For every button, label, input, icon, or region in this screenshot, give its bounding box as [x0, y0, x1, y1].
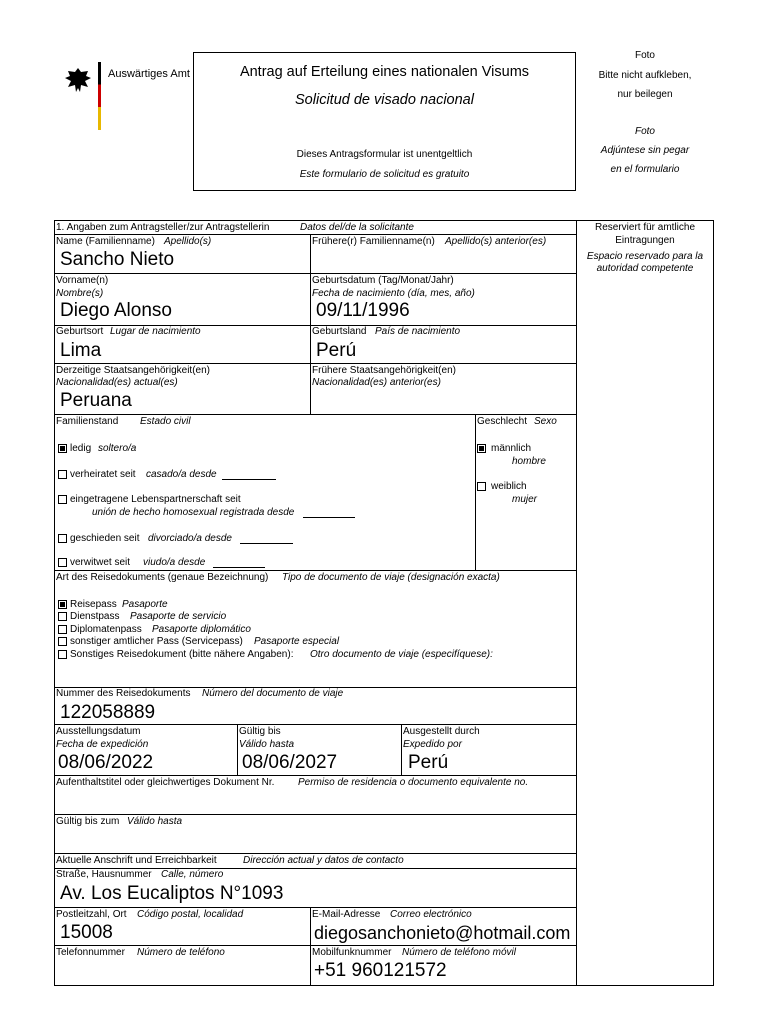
row-line [54, 775, 576, 776]
nationality-label-es: Nacionalidad(es) actual(es) [56, 377, 178, 388]
mobile-label-es: Número de teléfono móvil [402, 947, 516, 958]
doc-diplomatic-de: Diplomatenpass [70, 624, 142, 635]
address-header-de: Aktuelle Anschrift und Erreichbarkeit [56, 855, 217, 866]
civil-married-de: verheiratet seit [70, 469, 136, 480]
doc-number-label-de: Nummer des Reisedokuments [56, 688, 191, 699]
doc-number-label-es: Número del documento de viaje [202, 688, 344, 699]
former-surname-label-es: Apellido(s) anterior(es) [445, 236, 547, 247]
doc-other-es: Otro documento de viaje (especifíquese): [310, 649, 493, 660]
free-notice-es: Este formulario de solicitud es gratuito [299, 169, 470, 180]
phone-label-de: Telefonnummer [56, 947, 125, 958]
federal-eagle-logo [64, 66, 92, 96]
photo-es-2: Adjúntese sin pegar [600, 145, 690, 156]
birth-place-label-es: Lugar de nacimiento [110, 326, 201, 337]
birth-country-label-de: Geburtsland [312, 326, 367, 337]
civil-partnership-de: eingetragene Lebenspartnerschaft seit [70, 494, 241, 505]
former-surname-label-de: Frühere(r) Familienname(n) [312, 236, 435, 247]
row-line [54, 853, 576, 854]
partnership-date-blank[interactable] [303, 517, 355, 518]
row-line [54, 814, 576, 815]
civil-partnership-es: unión de hecho homosexual registrada desde [92, 507, 295, 518]
nationality-label-de: Derzeitige Staatsangehörigkeit(en) [56, 365, 210, 376]
surname-label-de: Name (Familienname) [56, 236, 155, 247]
doc-service-checkbox[interactable] [58, 612, 67, 621]
street-value[interactable]: Av. Los Eucaliptos N°1093 [60, 883, 284, 904]
photo-de-1: Foto [634, 50, 655, 61]
col-line [310, 234, 311, 414]
valid-until-value[interactable]: 08/06/2027 [242, 752, 338, 773]
civil-divorced-checkbox[interactable] [58, 534, 67, 543]
doc-diplomatic-es: Pasaporte diplomático [152, 624, 251, 635]
widowed-date-blank[interactable] [213, 567, 265, 568]
sex-male-es: hombre [512, 456, 546, 467]
col-line [310, 907, 311, 986]
issue-date-label-es: Fecha de expedición [56, 739, 149, 750]
doc-special-checkbox[interactable] [58, 637, 67, 646]
doc-other-de: Sonstiges Reisedokument (bitte nähere Angaben): [70, 649, 294, 660]
phone-label-es: Número de teléfono [137, 947, 225, 958]
civil-widowed-es: viudo/a desde [143, 557, 206, 568]
civil-single-de: ledig [70, 443, 92, 454]
row-line [54, 945, 576, 946]
issued-by-value[interactable]: Perú [408, 752, 449, 773]
row-line [54, 363, 576, 364]
residence-valid-label-es: Válido hasta [127, 816, 183, 827]
col-line [401, 724, 402, 775]
postal-value[interactable]: 15008 [60, 922, 113, 943]
issue-date-value[interactable]: 08/06/2022 [58, 752, 154, 773]
logo-stripe [98, 62, 101, 130]
doc-other-checkbox[interactable] [58, 650, 67, 659]
residence-permit-label-de: Aufenthaltstitel oder gleichwertiges Dokument Nr. [56, 777, 275, 788]
civil-status-label-de: Familienstand [56, 416, 119, 427]
first-name-label-de: Vorname(n) [56, 275, 109, 286]
col-line [237, 724, 238, 775]
birth-country-label-es: País de nacimiento [375, 326, 461, 337]
photo-es-3: en el formulario [610, 164, 680, 175]
surname-label-es: Apellido(s) [164, 236, 212, 247]
section1-label-de: 1. Angaben zum Antragsteller/zur Antragstellerin [56, 222, 270, 233]
residence-permit-label-es: Permiso de residencia o documento equivalente no. [298, 777, 529, 788]
doc-passport-checkbox[interactable] [58, 600, 67, 609]
issue-date-label-de: Ausstellungsdatum [56, 726, 141, 737]
birth-date-label-es: Fecha de nacimiento (día, mes, año) [312, 288, 475, 299]
civil-widowed-de: verwitwet seit [70, 557, 131, 568]
photo-es-1: Foto [634, 126, 655, 137]
travel-doc-label-de: Art des Reisedokuments (genaue Bezeichnung) [56, 572, 269, 583]
email-label-es: Correo electrónico [390, 909, 472, 920]
doc-number-value[interactable]: 122058889 [60, 702, 156, 723]
mobile-value[interactable]: +51 960121572 [314, 960, 447, 981]
doc-passport-es: Pasaporte [122, 599, 168, 610]
civil-status-label-es: Estado civil [140, 416, 191, 427]
married-date-blank[interactable] [222, 479, 276, 480]
issued-by-label-de: Ausgestellt durch [403, 726, 480, 737]
row-line [54, 234, 576, 235]
photo-de-3: nur beilegen [617, 89, 673, 100]
mobile-label-de: Mobilfunknummer [312, 947, 392, 958]
free-notice-de: Dieses Antragsformular ist unentgeltlich [296, 149, 473, 160]
civil-widowed-checkbox[interactable] [58, 558, 67, 567]
sex-male-checkbox[interactable] [477, 444, 486, 453]
col-line [475, 414, 476, 570]
first-name-value[interactable]: Diego Alonso [60, 300, 172, 321]
sex-label-es: Sexo [534, 416, 557, 427]
sex-label-de: Geschlecht [477, 416, 528, 427]
residence-valid-label-de: Gültig bis zum [56, 816, 120, 827]
sex-female-de: weiblich [491, 481, 527, 492]
birth-date-label-de: Geburtsdatum (Tag/Monat/Jahr) [312, 275, 454, 286]
sex-female-es: mujer [512, 494, 538, 505]
ministry-name: Auswärtiges Amt [108, 68, 190, 80]
photo-de-2: Bitte nicht aufkleben, [598, 70, 692, 81]
email-value[interactable]: diegosanchonieto@hotmail.com [314, 923, 571, 943]
address-header-es: Dirección actual y datos de contacto [243, 855, 404, 866]
civil-single-checkbox[interactable] [58, 444, 67, 453]
doc-service-de: Dienstpass [70, 611, 120, 622]
doc-special-es: Pasaporte especial [254, 636, 340, 647]
civil-married-es: casado/a desde [146, 469, 217, 480]
issued-by-label-es: Expedido por [403, 739, 462, 750]
reserved-es-1: Espacio reservado para la [586, 251, 704, 262]
surname-value[interactable]: Sancho Nieto [60, 249, 175, 270]
row-line [54, 273, 576, 274]
side-column-divider [576, 220, 577, 986]
civil-partnership-checkbox[interactable] [58, 495, 67, 504]
reserved-de-1: Reserviert für amtliche [594, 222, 696, 233]
birth-country-value[interactable]: Perú [316, 340, 357, 361]
postal-label-es: Código postal, localidad [137, 909, 244, 920]
former-nationality-label-es: Nacionalidad(es) anterior(es) [312, 377, 441, 388]
sex-female-checkbox[interactable] [477, 482, 486, 491]
row-line [54, 724, 576, 725]
street-label-es: Calle, número [161, 869, 224, 880]
doc-diplomatic-checkbox[interactable] [58, 625, 67, 634]
title-de: Antrag auf Erteilung eines nationalen Visums [239, 64, 530, 80]
sex-male-de: männlich [491, 443, 532, 454]
row-line [54, 907, 576, 908]
divorced-date-blank[interactable] [240, 543, 293, 544]
civil-married-checkbox[interactable] [58, 470, 67, 479]
birth-place-label-de: Geburtsort [56, 326, 104, 337]
civil-divorced-de: geschieden seit [70, 533, 140, 544]
row-line [54, 414, 576, 415]
doc-passport-de: Reisepass [70, 599, 117, 610]
section1-label-es: Datos del/de la solicitante [300, 222, 414, 233]
former-nationality-label-de: Frühere Staatsangehörigkeit(en) [312, 365, 456, 376]
title-es: Solicitud de visado nacional [295, 92, 474, 108]
civil-divorced-es: divorciado/a desde [148, 533, 232, 544]
street-label-de: Straße, Hausnummer [56, 869, 152, 880]
valid-until-label-es: Válido hasta [239, 739, 295, 750]
nationality-value[interactable]: Peruana [60, 390, 132, 411]
reserved-de-2: Eintragungen [615, 235, 675, 246]
birth-place-value[interactable]: Lima [60, 340, 102, 361]
row-line [54, 570, 576, 571]
email-label-de: E-Mail-Adresse [312, 909, 381, 920]
doc-service-es: Pasaporte de servicio [130, 611, 227, 622]
valid-until-label-de: Gültig bis [239, 726, 281, 737]
birth-date-value[interactable]: 09/11/1996 [316, 300, 410, 321]
title-box [193, 52, 576, 191]
doc-special-de: sonstiger amtlicher Pass (Servicepass) [70, 636, 243, 647]
travel-doc-label-es: Tipo de documento de viaje (designación exacta) [282, 572, 500, 583]
reserved-es-2: autoridad competente [596, 263, 694, 274]
postal-label-de: Postleitzahl, Ort [56, 909, 127, 920]
first-name-label-es: Nombre(s) [56, 288, 104, 299]
civil-single-es: soltero/a [98, 443, 137, 454]
